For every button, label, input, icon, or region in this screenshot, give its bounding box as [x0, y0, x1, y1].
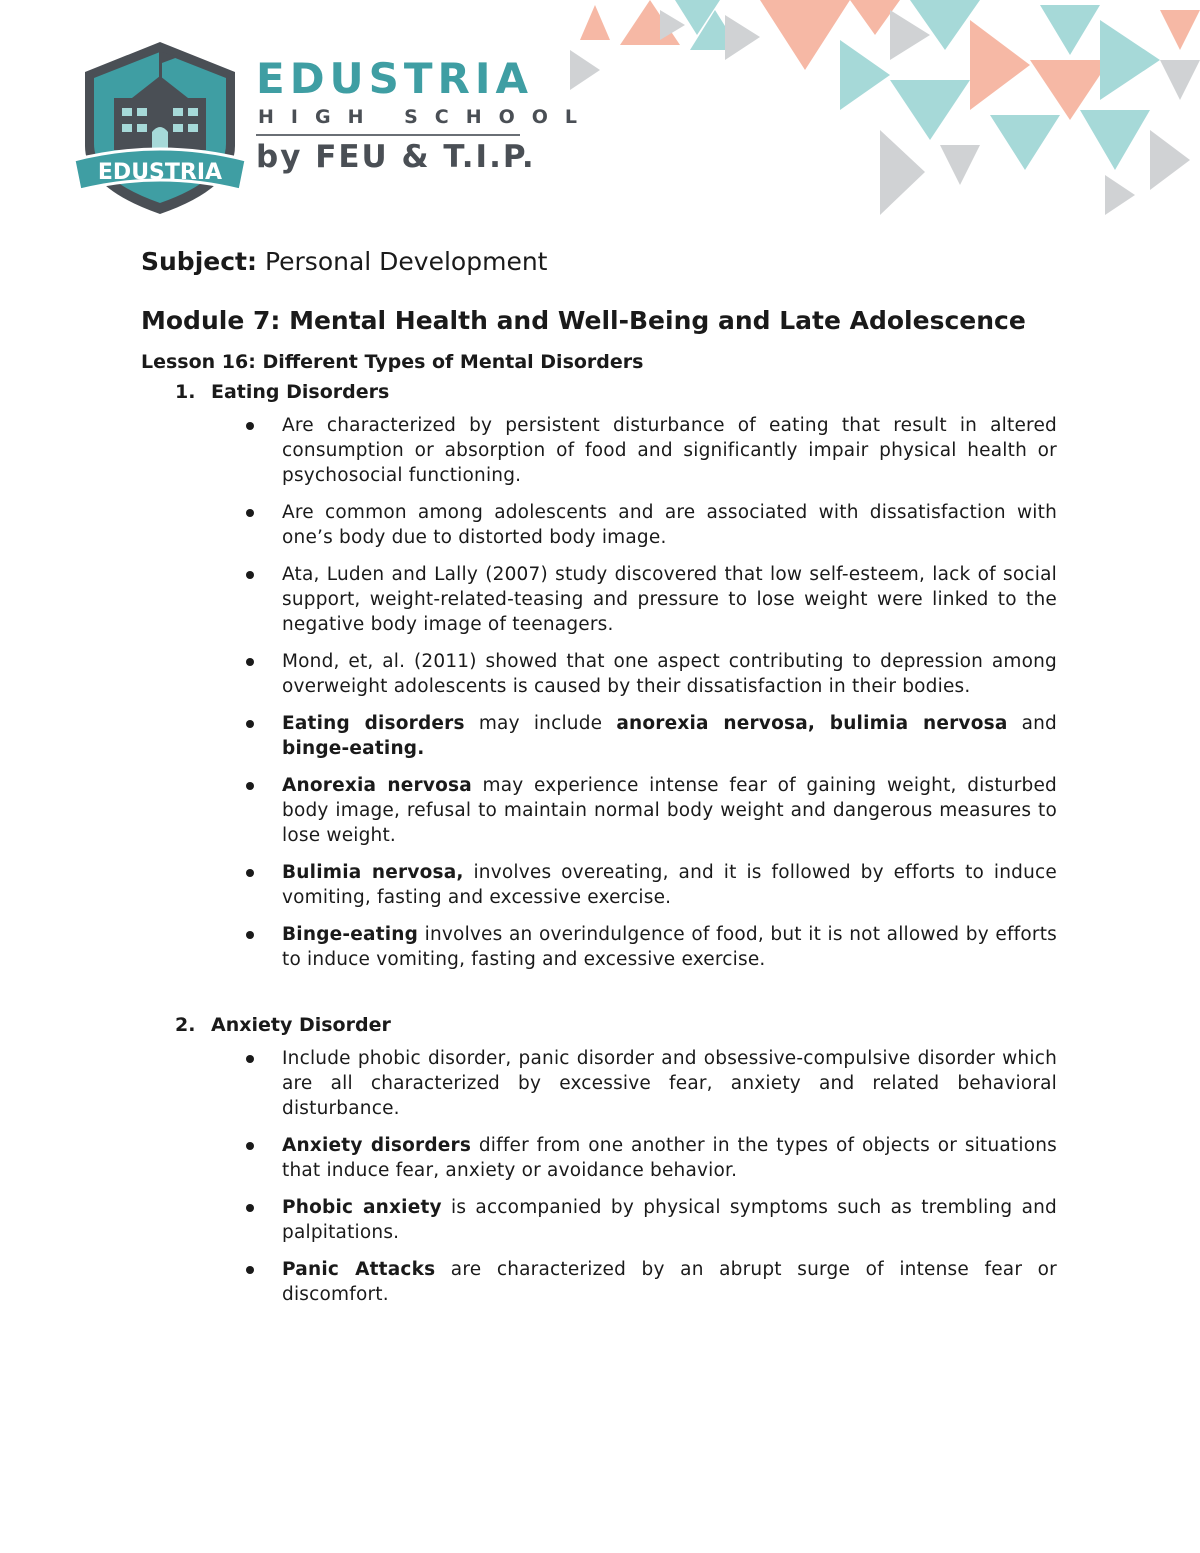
list-item: Phobic anxiety is accompanied by physical symptoms such as trembling and palpitations.: [141, 1195, 1057, 1245]
list-item: Are characterized by persistent disturbance of eating that result in altered consumption or absorption of food and significantly impair physical health or psychosocial functioning.: [141, 413, 1057, 488]
section-heading: [175, 377, 1057, 407]
section-number: 2.: [175, 1014, 196, 1036]
list-item: Mond, et, al. (2011) showed that one aspect contributing to depression among overweight adolescents is caused by their dissatisfaction in their bodies.: [141, 649, 1057, 699]
list-item: Binge-eating involves an overindulgence of food, but it is not allowed by efforts to induce vomiting, fasting and excessive exercise.: [141, 922, 1057, 972]
list-item: Are common among adolescents and are associated with dissatisfaction with one’s body due to distorted body image.: [141, 500, 1057, 550]
bullet-icon: [246, 931, 254, 939]
bullet-icon: [246, 1266, 254, 1274]
bullet-icon: [246, 422, 254, 430]
brand-divider: [256, 134, 520, 136]
list-item: Bulimia nervosa, involves overeating, and it is followed by efforts to induce vomiting, fasting and excessive exercise.: [141, 860, 1057, 910]
bullet-icon: [246, 1204, 254, 1212]
brand-name: EDUSTRIA: [256, 54, 534, 103]
section-title: Anxiety Disorder: [211, 1014, 391, 1036]
section-number: 1.: [175, 381, 196, 403]
brand-subtitle: HIGH SCHOOL: [258, 106, 595, 128]
section-eating-disorders: [141, 377, 1057, 972]
list-item: Anorexia nervosa may experience intense fear of gaining weight, disturbed body image, refusal to maintain normal body weight and dangerous measures to lose weight.: [141, 773, 1057, 848]
list-item: Ata, Luden and Lally (2007) study discovered that low self-esteem, lack of social support, weight-related-teasing and pressure to lose weight were linked to the negative body image of teenagers.: [141, 562, 1057, 637]
bullet-icon: [246, 509, 254, 517]
list-item: Panic Attacks are characterized by an abrupt surge of intense fear or discomfort.: [141, 1257, 1057, 1307]
bullet-icon: [246, 869, 254, 877]
school-badge-icon: [70, 38, 250, 218]
bullet-icon: [246, 1055, 254, 1063]
lesson-title: Lesson 16: Different Types of Mental Disorders: [141, 351, 644, 373]
section-heading: [175, 1010, 1057, 1040]
bullet-icon: [246, 571, 254, 579]
bullet-icon: [246, 782, 254, 790]
bullet-list: [141, 413, 1057, 972]
subject-label: Subject:: [141, 247, 257, 276]
brand-byline: by FEU & T.I.P.: [256, 139, 536, 175]
list-item: Include phobic disorder, panic disorder and obsessive-compulsive disorder which are all characterized by excessive fear, anxiety and related behavioral disturbance.: [141, 1046, 1057, 1121]
module-title: Module 7: Mental Health and Well-Being and Late Adolescence: [141, 306, 1026, 335]
document-body: [141, 244, 1057, 1319]
bullet-icon: [246, 1142, 254, 1150]
bullet-icon: [246, 658, 254, 666]
decorative-triangles-icon: [560, 0, 1200, 230]
list-item: Anxiety disorders differ from one another in the types of objects or situations that induce fear, anxiety or avoidance behavior.: [141, 1133, 1057, 1183]
subject-value: Personal Development: [264, 247, 548, 276]
section-anxiety-disorder: [141, 1010, 1057, 1307]
svg-text:EDUSTRIA: EDUSTRIA: [97, 160, 223, 185]
bullet-list: [141, 1046, 1057, 1307]
school-logo: [70, 38, 595, 218]
list-item: Eating disorders may include anorexia nervosa, bulimia nervosa and binge-eating.: [141, 711, 1057, 761]
subject-line: [141, 244, 1057, 280]
section-title: Eating Disorders: [211, 381, 390, 403]
bullet-icon: [246, 720, 254, 728]
